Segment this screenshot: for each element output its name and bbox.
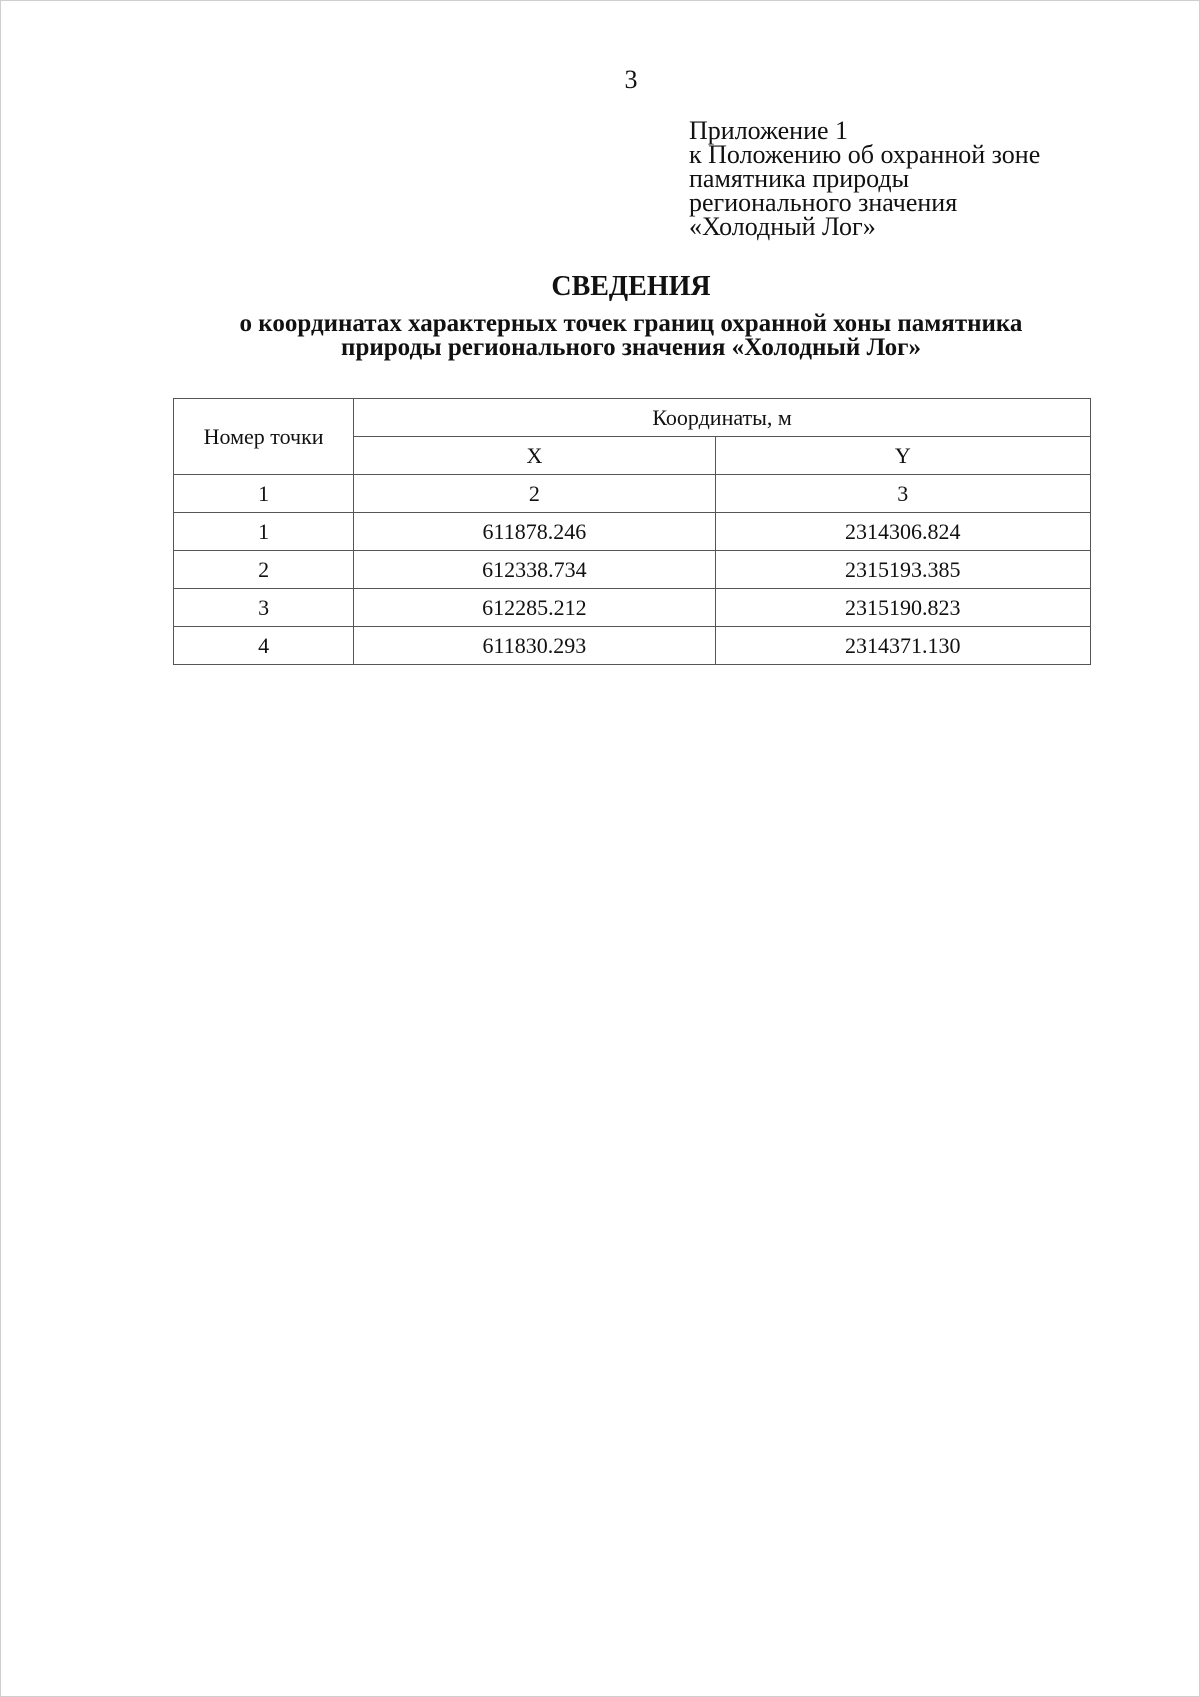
table-header-row bbox=[174, 399, 1091, 437]
appendix-line: «Холодный Лог» bbox=[689, 212, 876, 241]
point-number-cell: 4 bbox=[174, 627, 354, 665]
subtitle-line: природы регионального значения «Холодный Лог» bbox=[341, 334, 921, 361]
x-coordinate-cell: 612338.734 bbox=[354, 551, 715, 589]
column-number: 1 bbox=[174, 475, 354, 513]
document-subtitle bbox=[161, 312, 1101, 360]
document-title: СВЕДЕНИЯ bbox=[551, 271, 711, 302]
y-coordinate-cell: 2314306.824 bbox=[715, 513, 1090, 551]
appendix-line: Приложение 1 bbox=[689, 116, 849, 145]
column-number: 2 bbox=[354, 475, 715, 513]
header-point-number: Номер точки bbox=[174, 399, 354, 475]
table-row bbox=[174, 589, 1091, 627]
x-coordinate-cell: 611830.293 bbox=[354, 627, 715, 665]
x-coordinate-cell: 611878.246 bbox=[354, 513, 715, 551]
page-number: 3 bbox=[624, 65, 638, 94]
table-row bbox=[174, 551, 1091, 589]
y-coordinate-cell: 2315190.823 bbox=[715, 589, 1090, 627]
header-x: X bbox=[354, 437, 715, 475]
table-row bbox=[174, 513, 1091, 551]
x-coordinate-cell: 612285.212 bbox=[354, 589, 715, 627]
appendix-line: к Положению об охранной зоне bbox=[689, 140, 1041, 169]
appendix-note bbox=[689, 116, 1041, 241]
point-number-cell: 3 bbox=[174, 589, 354, 627]
coordinates-table bbox=[173, 398, 1091, 665]
y-coordinate-cell: 2315193.385 bbox=[715, 551, 1090, 589]
appendix-line: памятника природы bbox=[689, 164, 910, 193]
header-coordinates: Координаты, м bbox=[354, 399, 1091, 437]
appendix-line: регионального значения bbox=[689, 188, 958, 217]
point-number-cell: 1 bbox=[174, 513, 354, 551]
table-row bbox=[174, 627, 1091, 665]
header-y: Y bbox=[715, 437, 1090, 475]
point-number-cell: 2 bbox=[174, 551, 354, 589]
subtitle-line: о координатах характерных точек границ охранной хоны памятника bbox=[239, 310, 1023, 337]
column-number: 3 bbox=[715, 475, 1090, 513]
column-number-row bbox=[174, 475, 1091, 513]
y-coordinate-cell: 2314371.130 bbox=[715, 627, 1090, 665]
